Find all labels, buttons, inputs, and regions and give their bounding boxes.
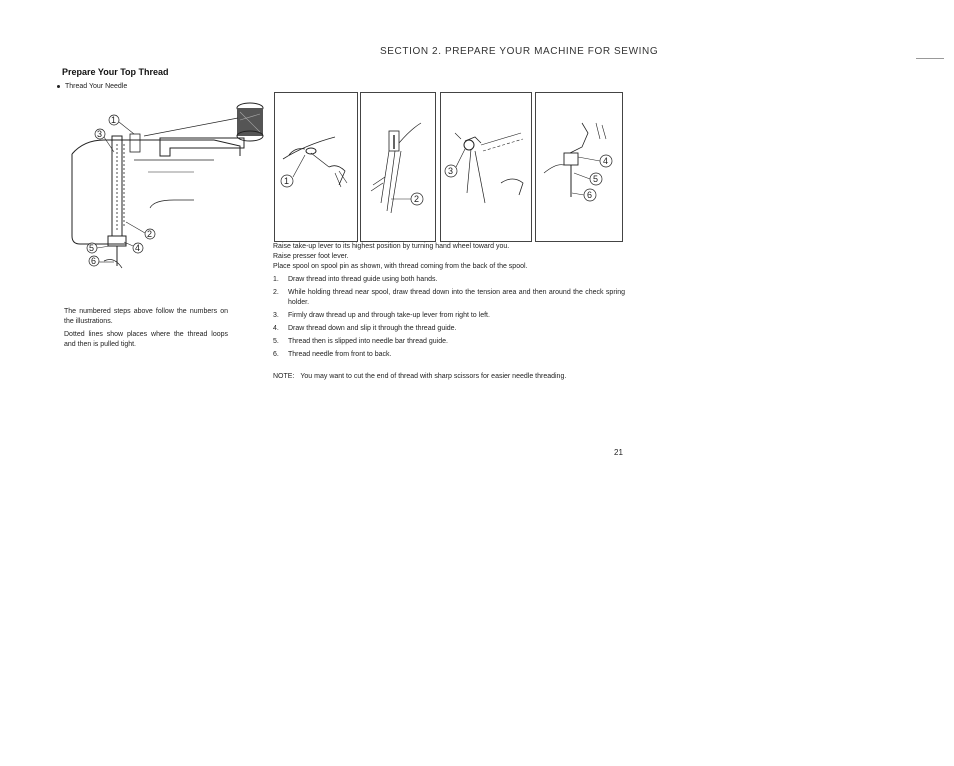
list-item: [273, 324, 625, 334]
side-note-dotted-lines: Dotted lines show places where the thread loops and then is pulled tight.: [64, 331, 228, 348]
step-number: 5.: [273, 338, 279, 345]
step-text: Draw thread into thread guide using both hands.: [288, 276, 438, 283]
panel4-callout-4: 4: [603, 156, 609, 166]
panel4-callout-6: 6: [587, 190, 593, 200]
page-title: Prepare Your Top Thread: [62, 67, 169, 77]
list-item: [273, 275, 625, 285]
step-text: Draw thread down and slip it through the thread guide.: [288, 325, 457, 332]
step-4-6-illustration: [535, 92, 623, 242]
panel2-callout: 2: [414, 194, 420, 204]
callout-5: 5: [89, 243, 95, 253]
callout-1: 1: [111, 115, 117, 125]
list-item: [273, 337, 625, 347]
step-text: While holding thread near spool, draw thread down into the tension area and then around the check spring holder.: [288, 289, 625, 306]
note-text: You may want to cut the end of thread with sharp scissors for easier needle threading.: [300, 373, 567, 380]
side-note-numbered-steps: The numbered steps above follow the numbers on the illustrations.: [64, 308, 228, 325]
steps-list: [273, 275, 625, 363]
step-number: 4.: [273, 325, 279, 332]
step-2-illustration: [360, 92, 436, 242]
page-number: 21: [614, 448, 623, 457]
step-number: 6.: [273, 351, 279, 358]
callout-6: 6: [91, 256, 97, 266]
subtitle: [57, 83, 127, 90]
callout-4: 4: [135, 243, 141, 253]
machine-drawing: [64, 96, 274, 276]
step-text: Thread needle from front to back.: [288, 351, 392, 358]
callout-2: 2: [147, 229, 153, 239]
list-item: [273, 311, 625, 321]
note-label: NOTE:: [273, 373, 295, 380]
panel4-callout-5: 5: [593, 174, 599, 184]
bullet-icon: [57, 85, 60, 88]
note: [273, 373, 566, 380]
panel3-callout: 3: [448, 166, 454, 176]
step-number: 1.: [273, 276, 279, 283]
step-number: 2.: [273, 289, 279, 296]
intro-line: Raise presser foot lever.: [273, 253, 349, 260]
step-text: Firmly draw thread up and through take-up lever from right to left.: [288, 312, 490, 319]
step-number: 3.: [273, 312, 279, 319]
list-item: [273, 288, 625, 308]
step-text: Thread then is slipped into needle bar thread guide.: [288, 338, 448, 345]
intro-line: Place spool on spool pin as shown, with thread coming from the back of the spool.: [273, 263, 528, 270]
subtitle-text: Thread Your Needle: [65, 83, 128, 90]
machine-threading-illustration: [64, 96, 274, 276]
intro-text: [273, 242, 527, 272]
step-1-illustration: [274, 92, 358, 242]
intro-line: Raise take-up lever to its highest position by turning hand wheel toward you.: [273, 243, 510, 250]
list-item: [273, 350, 625, 360]
step-3-illustration: [440, 92, 532, 242]
panel1-callout: 1: [284, 176, 290, 186]
callout-3: 3: [97, 129, 103, 139]
section-header: SECTION 2. PREPARE YOUR MACHINE FOR SEWING: [380, 46, 659, 57]
corner-mark: [916, 58, 944, 59]
